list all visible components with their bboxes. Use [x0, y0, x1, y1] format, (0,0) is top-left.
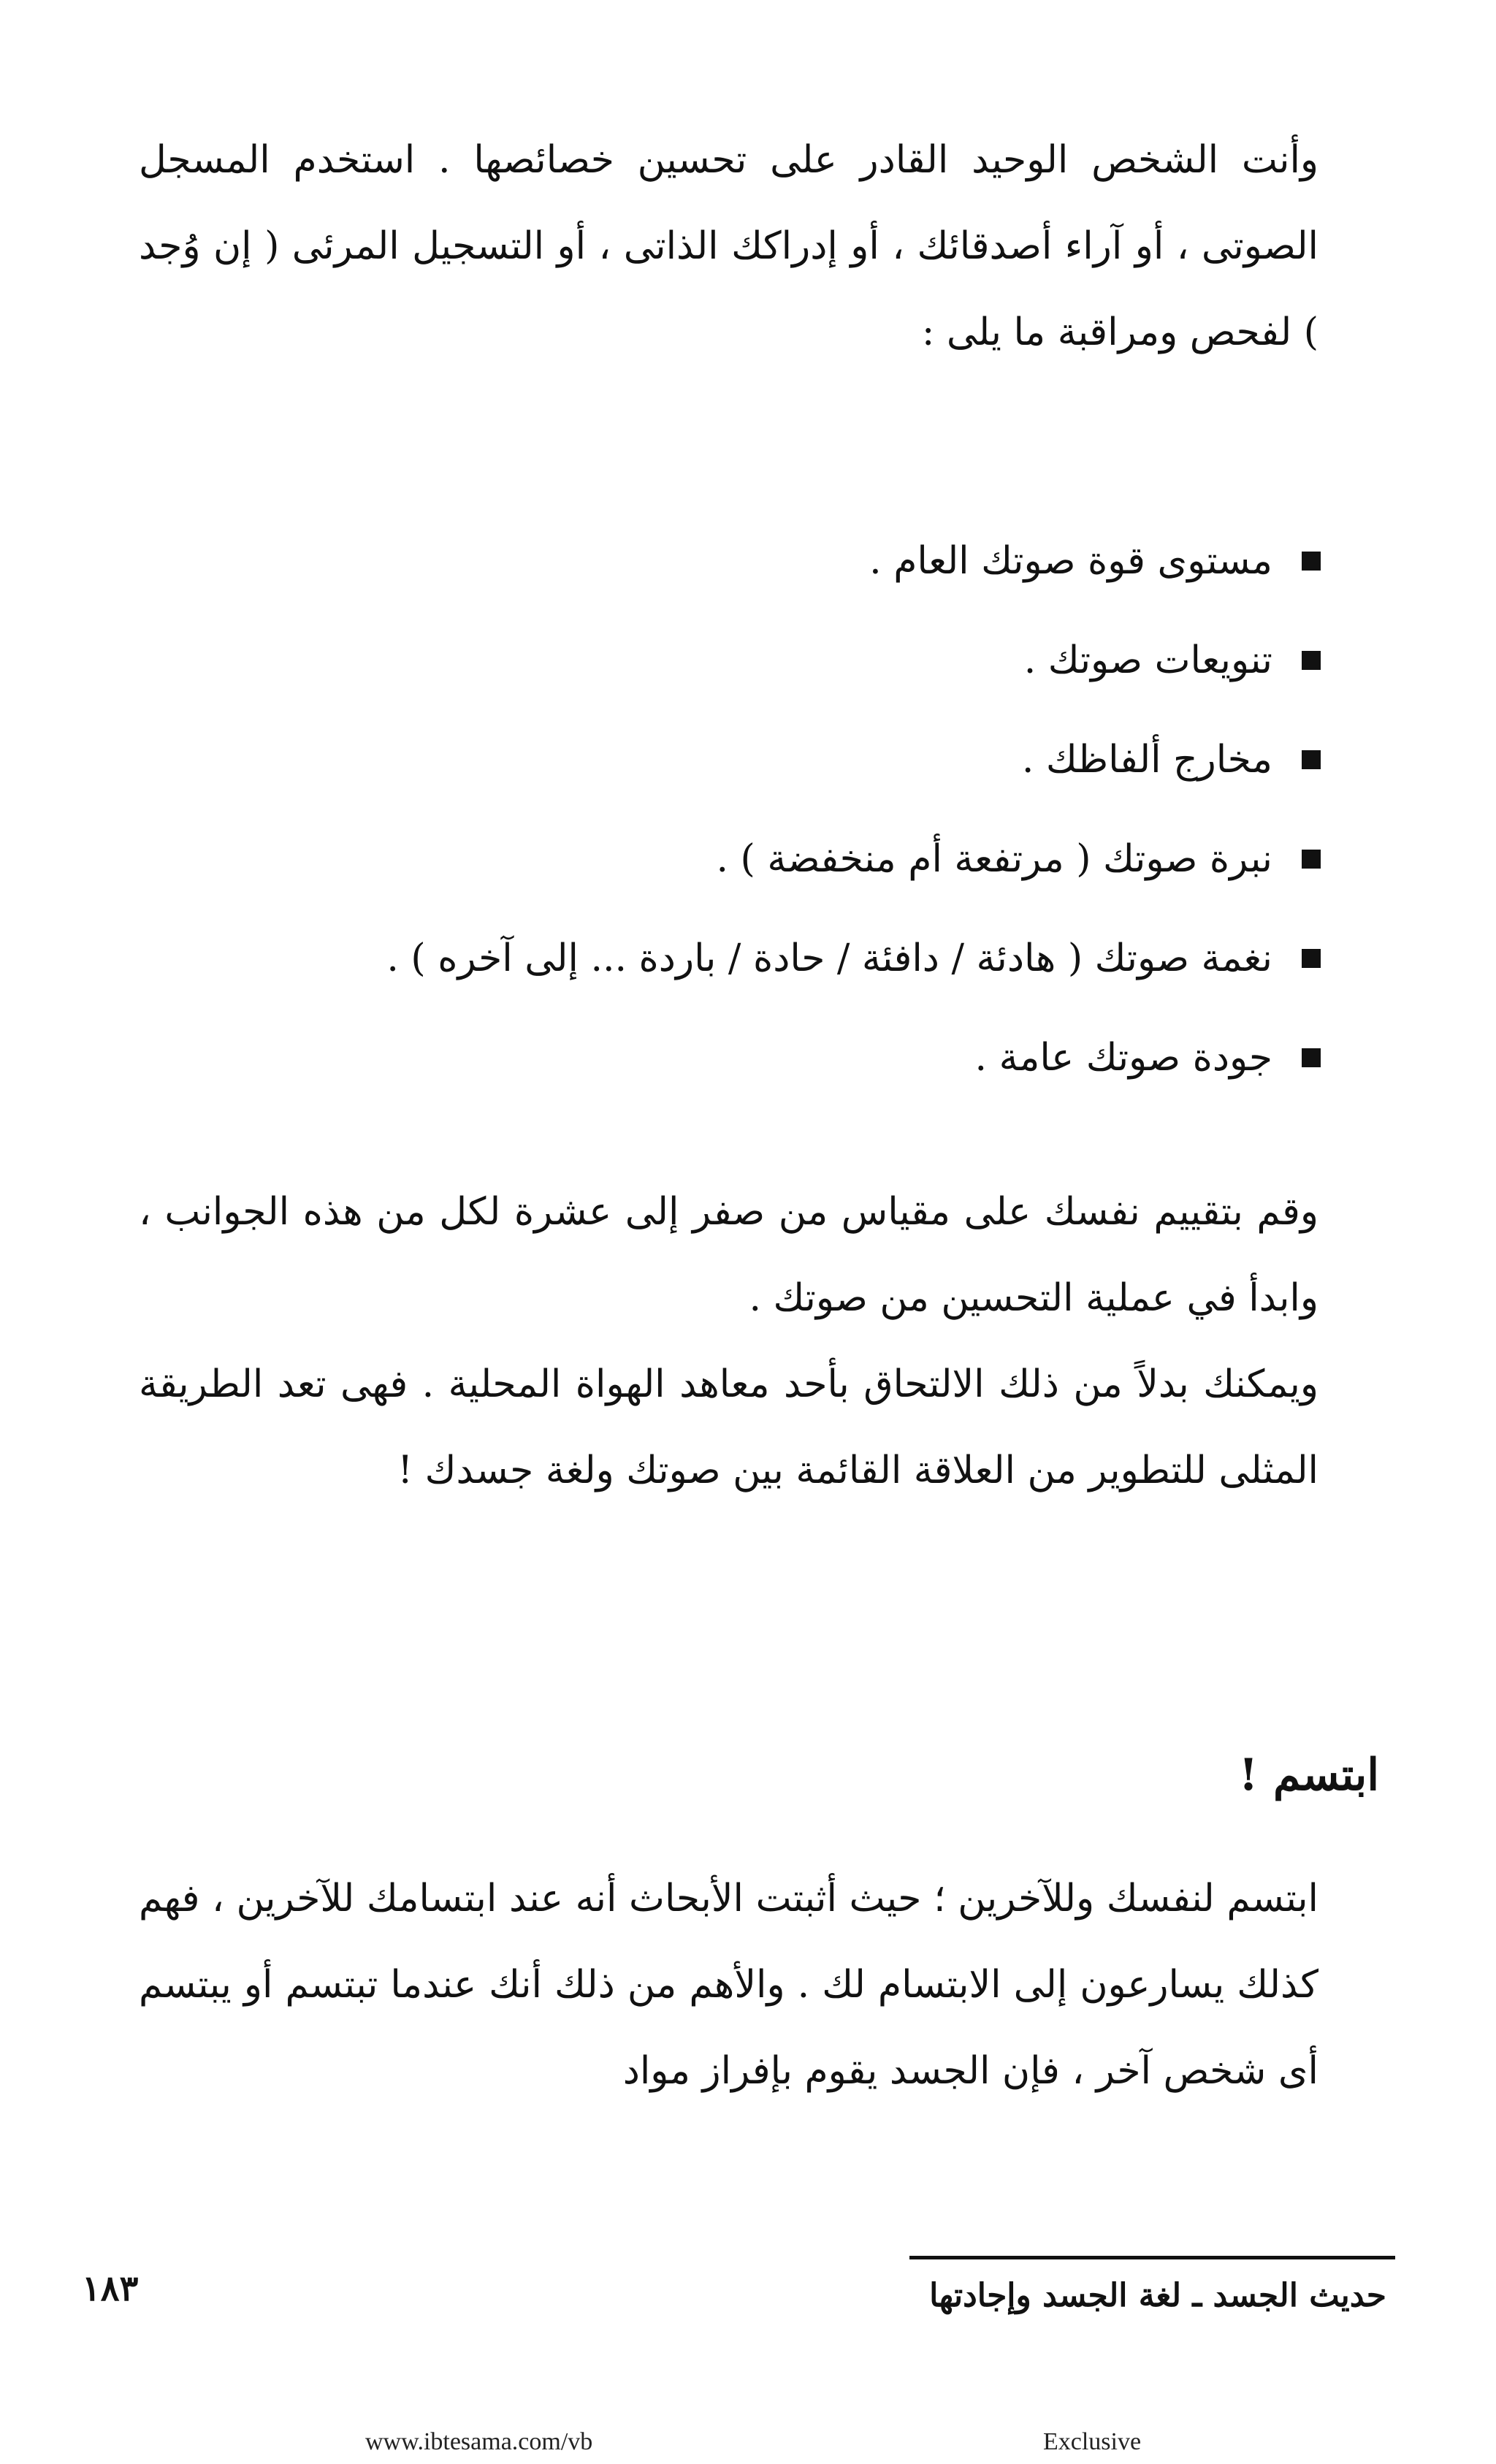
list-item: [181, 1008, 1321, 1107]
list-item-text: نغمة صوتك ( هادئة / دافئة / حادة / باردة ... إلى آخره ) .: [386, 937, 1272, 980]
square-bullet-icon: [1302, 1048, 1321, 1067]
section-heading: ابتسم !: [1238, 1750, 1379, 1801]
list-item-text: مستوى قوة صوتك العام .: [869, 539, 1272, 583]
list-item: [181, 809, 1321, 909]
watermark-url: www.ibtesama.com/vb: [365, 2428, 593, 2455]
square-bullet-icon: [1302, 949, 1321, 968]
square-bullet-icon: [1302, 850, 1321, 869]
list-item: [181, 710, 1321, 809]
smile-paragraph-text: ابتسم لنفسك وللآخرين ؛ حيث أثبتت الأبحاث أنه عند ابتسامك للآخرين ، فهم كذلك يسارعون إلى الابتسام لك . والأهم من ذلك أنك عندما تبتسم أو يبتسم أى شخص آخر ، فإن الجسد يقوم بإفراز مواد: [139, 1877, 1318, 2093]
square-bullet-icon: [1302, 651, 1321, 670]
square-bullet-icon: [1302, 552, 1321, 571]
list-item-text: نبرة صوتك ( مرتفعة أم منخفضة ) .: [716, 837, 1272, 881]
list-item: [181, 611, 1321, 710]
list-item: [181, 909, 1321, 1008]
list-item-text: جودة صوتك عامة .: [974, 1036, 1272, 1080]
list-item-text: مخارج ألفاظك .: [1021, 738, 1272, 782]
intro-paragraph-text: وأنت الشخص الوحيد القادر على تحسين خصائصها . استخدم المسجل الصوتى ، أو آراء أصدقائك ، أو إدراكك الذاتى ، أو التسجيل المرئى ( إن وُجد ) لفحص ومراقبة ما يلى :: [139, 138, 1318, 354]
alternative-paragraph: ويمكنك بدلاً من ذلك الالتحاق بأحد معاهد الهواة المحلية . فهى تعد الطريقة المثلى للتطوير من العلاقة القائمة بين صوتك ولغة جسدك !: [139, 1362, 1318, 1492]
voice-checklist: [181, 511, 1321, 1107]
running-title: حديث الجسد ـ لغة الجسد وإجادتها: [929, 2277, 1386, 2314]
list-item: [181, 511, 1321, 611]
watermark-label: Exclusive: [1043, 2428, 1142, 2455]
rating-paragraph: وقم بتقييم نفسك على مقياس من صفر إلى عشرة لكل من هذه الجوانب ، وابدأ في عملية التحسين من صوتك .: [139, 1190, 1318, 1320]
smile-paragraph: [139, 1855, 1318, 2114]
footer-divider: [909, 2256, 1395, 2259]
square-bullet-icon: [1302, 750, 1321, 769]
intro-paragraph: [139, 117, 1318, 375]
list-item-text: تنويعات صوتك .: [1023, 638, 1272, 682]
rating-paragraphs: [139, 1169, 1318, 1514]
page-number: ١٨٣: [82, 2268, 139, 2309]
